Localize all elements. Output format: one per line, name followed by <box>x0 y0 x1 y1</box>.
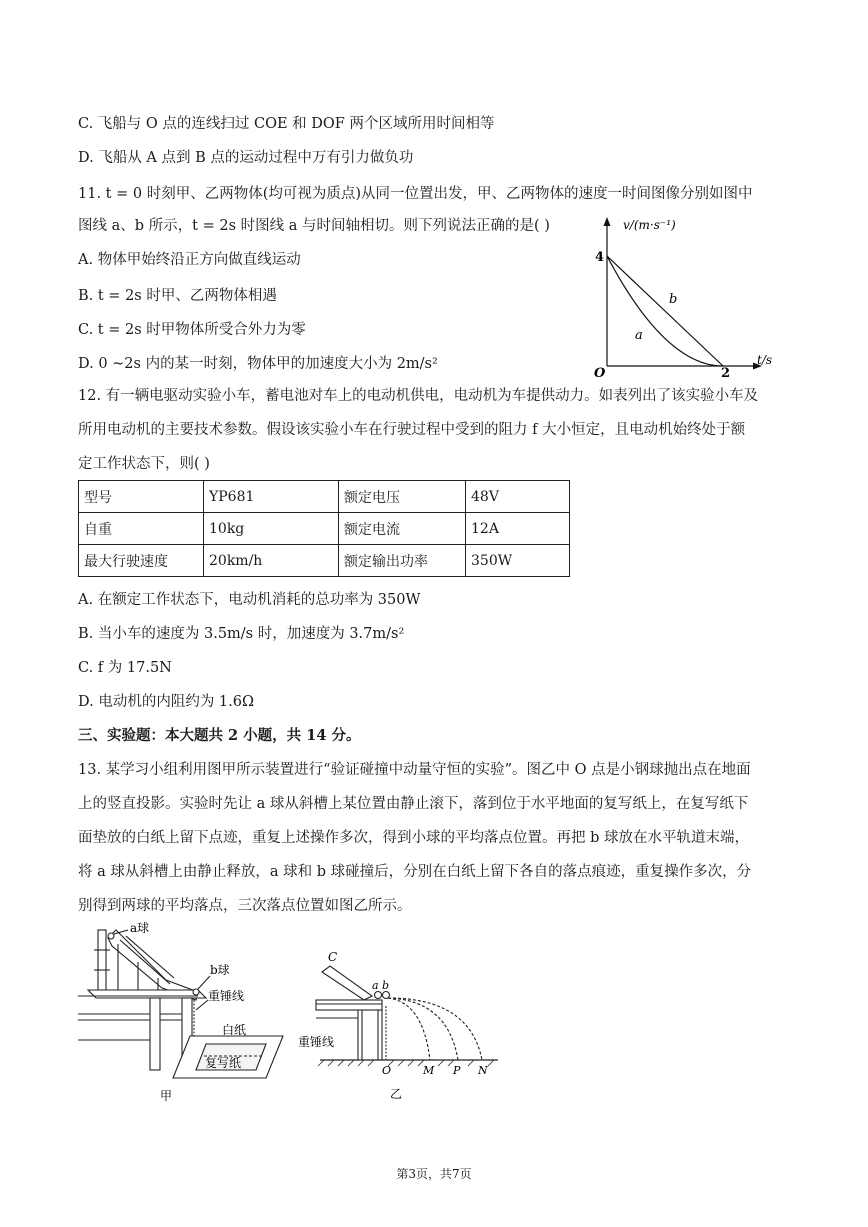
series-a-label: a <box>635 328 643 343</box>
plumb-line-label: 重锤线 <box>208 989 245 1003</box>
incline-track <box>322 966 372 1000</box>
series-b-label: b <box>669 292 678 307</box>
figure-jia-caption: 甲 <box>160 1089 173 1103</box>
section-heading-experiment: 三、实验题：本大题共 2 小题，共 14 分。 <box>78 727 361 744</box>
ball-a-label: a球 <box>130 921 150 935</box>
q11-option-c: C. t = 2s 时甲物体所受合外力为零 <box>78 322 306 338</box>
q12-option-d: D. 电动机的内阻约为 1.6Ω <box>78 694 255 710</box>
q13-stem-1: 13. 某学习小组利用图甲所示装置进行“验证碰撞中动量守恒的实验”。图乙中 O 点是小钢球抛出点在地面 <box>78 762 751 778</box>
label-ab: a b <box>372 979 390 992</box>
q12-option-c: C. f 为 17.5N <box>78 660 172 676</box>
table-cell: 自重 <box>79 513 204 545</box>
carbon-paper-label: 复写纸 <box>205 1056 242 1070</box>
figure-jia-apparatus <box>78 920 293 1105</box>
point-o-label: O <box>382 1064 392 1077</box>
point-m-label: M <box>423 1064 435 1077</box>
table-cell: 10kg <box>204 513 339 545</box>
table-cell: 额定电流 <box>339 513 466 545</box>
option-d-q10: D. 飞船从 A 点到 B 点的运动过程中万有引力做负功 <box>78 150 414 166</box>
table-cell: 12A <box>466 513 570 545</box>
ground-hatching <box>318 1060 494 1066</box>
q12-stem-2: 所用电动机的主要技术参数。假设该实验小车在行驶过程中受到的阻力 f 大小恒定，且电动机始终处于额 <box>78 422 746 438</box>
option-c-q10: C. 飞船与 O 点的连线扫过 COE 和 DOF 两个区域所用时间相等 <box>78 116 495 132</box>
trajectory-p <box>388 998 458 1060</box>
ball-b <box>383 992 390 999</box>
x-tick-label: 2 <box>721 366 731 381</box>
q12-option-b: B. 当小车的速度为 3.5m/s 时，加速度为 3.7m/s² <box>78 626 405 642</box>
table-cell: 350W <box>466 545 570 577</box>
table-cell: 额定输出功率 <box>339 545 466 577</box>
q13-stem-5: 别得到两球的平均落点，三次落点位置如图乙所示。 <box>78 898 412 914</box>
table-row <box>79 481 570 513</box>
table-cell: 最大行驶速度 <box>79 545 204 577</box>
table-top <box>316 1000 382 1010</box>
page-footer: 第3页，共7页 <box>396 1167 472 1181</box>
point-p-label: P <box>453 1064 461 1077</box>
table-cell: 额定电压 <box>339 481 466 513</box>
q13-stem-3: 面垫放的白纸上留下点迹，重复上述操作多次，得到小球的平均落点位置。再把 b 球放在水平轨道末端， <box>78 830 749 846</box>
q11-option-d: D. 0 ~2s 内的某一时刻，物体甲的加速度大小为 2m/s² <box>78 356 438 372</box>
table-row <box>79 545 570 577</box>
y-axis-arrow <box>604 217 611 226</box>
table-top <box>88 990 206 998</box>
y-tick-label: 4 <box>595 250 605 265</box>
q11-stem-1: 11. t = 0 时刻甲、乙两物体(均可视为质点)从同一位置出发，甲、乙两物体的速度一时间图像分别如图中 <box>78 186 753 202</box>
q12-option-a: A. 在额定工作状态下，电动机消耗的总功率为 350W <box>78 592 421 608</box>
trajectory-m <box>388 998 430 1060</box>
q12-stem-1: 12. 有一辆电驱动实验小车，蓄电池对车上的电动机供电，电动机为车提供动力。如表列出了该实验小车及 <box>78 388 759 404</box>
q13-stem-4: 将 a 球从斜槽上由静止释放，a 球和 b 球碰撞后，分别在白纸上留下各自的落点痕迹，重复操作多次，分 <box>78 864 752 880</box>
y-axis-label: v/(m·s⁻¹) <box>623 218 676 232</box>
ball-a <box>375 992 382 999</box>
ball-a <box>108 933 114 939</box>
figure-yi-trajectories <box>298 946 508 1106</box>
figure-yi-caption: 乙 <box>390 1087 403 1101</box>
q11-stem-2: 图线 a、b 所示，t = 2s 时图线 a 与时间轴相切。则下列说法正确的是( ) <box>78 218 550 234</box>
table-cell: 型号 <box>79 481 204 513</box>
table-cell: YP681 <box>204 481 339 513</box>
motor-params-table <box>78 480 570 577</box>
x-axis-label: t/s <box>757 353 773 367</box>
trajectory-n <box>388 998 482 1060</box>
series-b-line <box>607 256 723 366</box>
ball-b-label: b球 <box>210 963 230 977</box>
stand-post <box>98 930 106 990</box>
q13-stem-2: 上的竖直投影。实验时先让 a 球从斜槽上某位置由静止滚下，落到位于水平地面的复写纸上，在复写纸下 <box>78 796 749 812</box>
label-c: C <box>328 950 338 964</box>
point-n-label: N <box>478 1064 488 1077</box>
ball-b <box>193 989 199 995</box>
q11-option-a: A. 物体甲始终沿正方向做直线运动 <box>78 252 301 268</box>
vt-graph <box>585 214 785 384</box>
table-row <box>79 513 570 545</box>
q12-stem-3: 定工作状态下，则( ) <box>78 456 210 472</box>
table-cell: 20km/h <box>204 545 339 577</box>
plumb-line-label: 重锤线 <box>298 1035 335 1049</box>
origin-label: O <box>594 366 606 381</box>
table-cell: 48V <box>466 481 570 513</box>
white-paper-label: 白纸 <box>222 1023 247 1037</box>
q11-option-b: B. t = 2s 时甲、乙两物体相遇 <box>78 288 277 304</box>
